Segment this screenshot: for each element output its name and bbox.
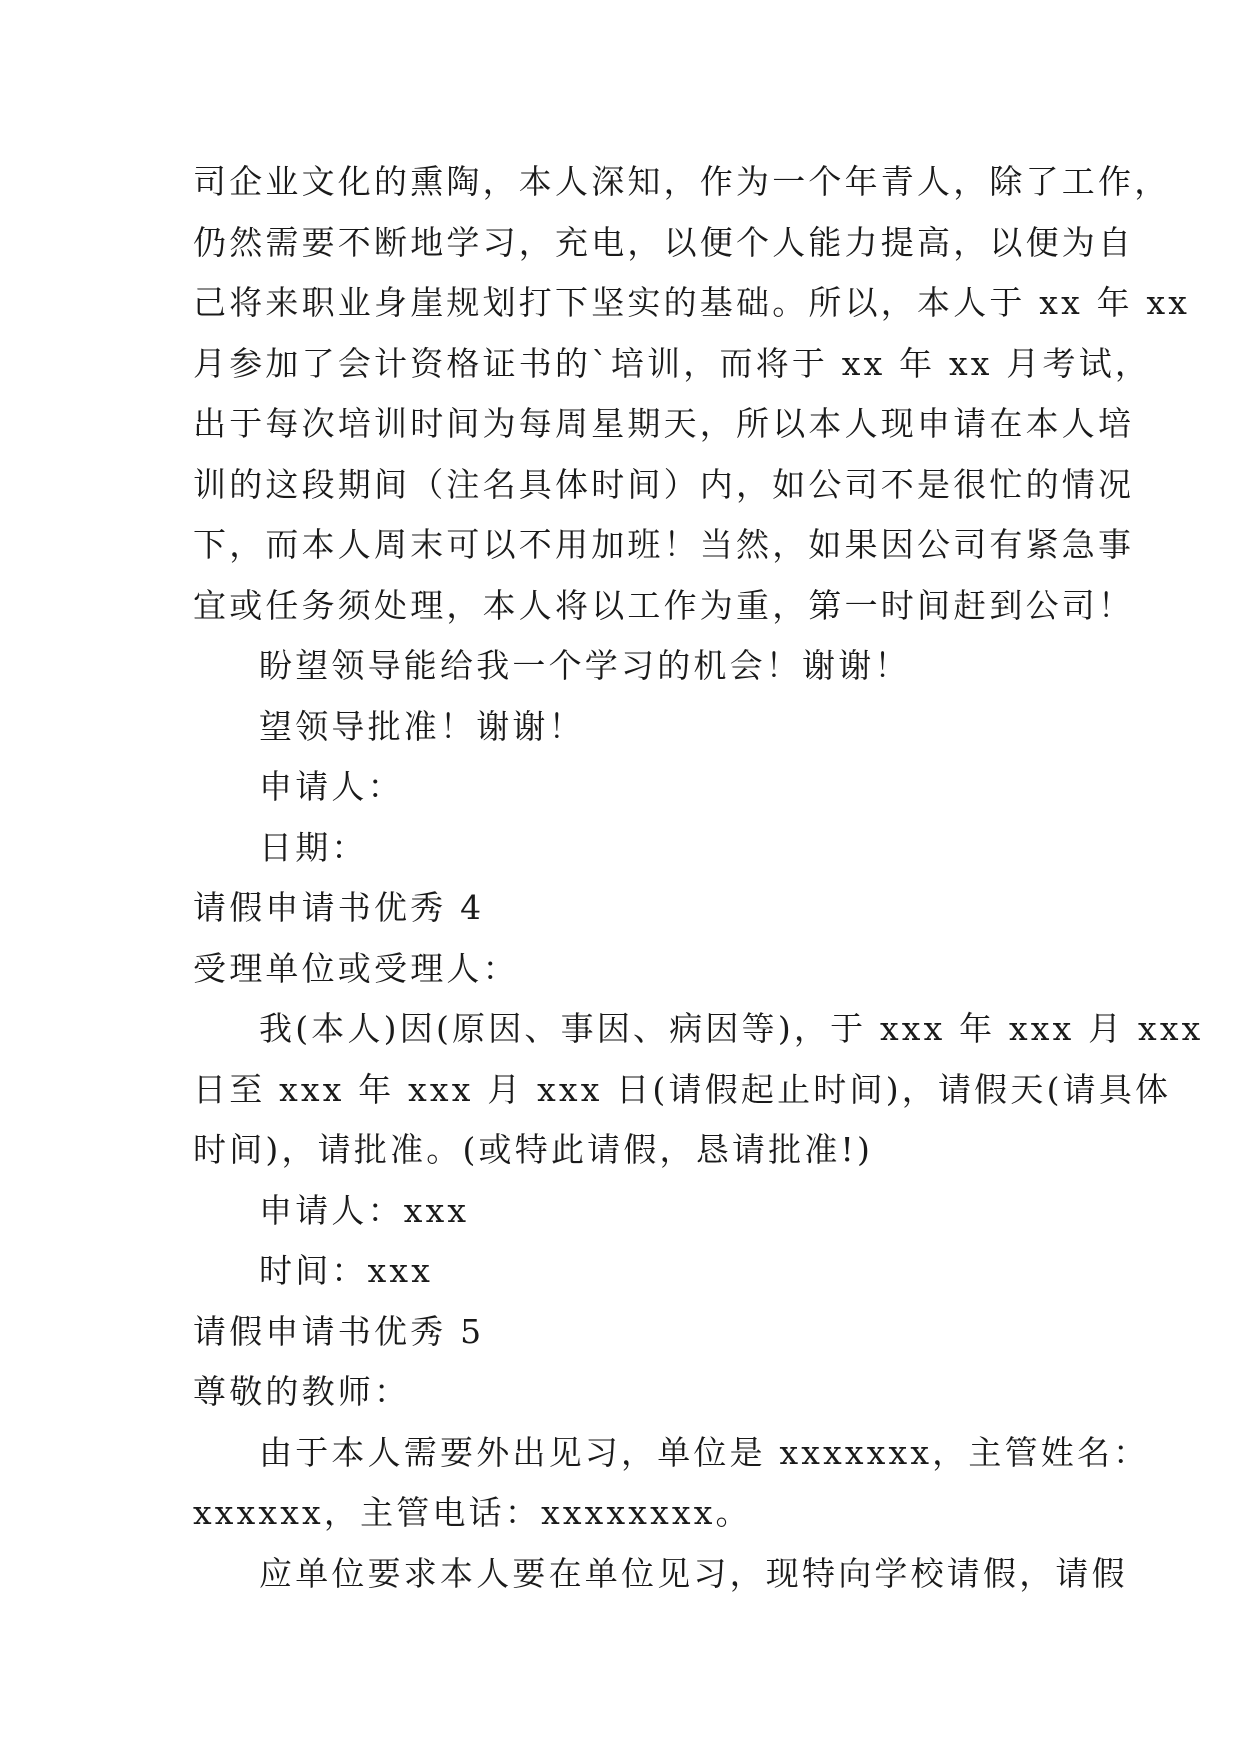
body-text-line: 我(本人)因(原因、事因、病因等)，于 xxx 年 xxx 月 xxx [259,1009,1204,1048]
body-text-line: 训的这段期间（注名具体时间）内，如公司不是很忙的情况 [193,464,1135,504]
body-text-line: 应单位要求本人要在单位见习，现特向学校请假，请假 [259,1553,1128,1593]
body-text-line: 宜或任务须处理，本人将以工作为重，第一时间赶到公司！ [193,585,1135,625]
body-text-line: 出于每次培训时间为每周星期天，所以本人现申请在本人培 [193,404,1135,443]
body-text-line: 日至 xxx 年 xxx 月 xxx 日(请假起止时间)，请假天(请具体 [193,1069,1172,1109]
closing-line: 盼望领导能给我一个学习的机会！谢谢！ [259,646,911,685]
signature-applicant: 申请人： [259,767,404,806]
body-text-line: xxxxxx，主管电话：xxxxxxxx。 [193,1493,752,1532]
body-text-line: 己将来职业身崖规划打下坚实的基础。所以，本人于 xx 年 xx [193,283,1191,322]
body-text-line: 由于本人需要外出见习，单位是 xxxxxxx，主管姓名： [259,1432,1150,1472]
body-text-line: 时间)，请批准。(或特此请假，恳请批准!) [193,1130,874,1169]
body-text-line: 月参加了会计资格证书的`培训，而将于 xx 年 xx 月考试， [193,343,1152,383]
section-heading: 请假申请书优秀 4 [193,888,485,927]
salutation: 受理单位或受理人： [193,948,519,988]
body-text-line: 司企业文化的熏陶，本人深知，作为一个年青人，除了工作， [193,162,1171,201]
body-text-line: 仍然需要不断地学习，充电，以便个人能力提高，以便为自 [193,222,1135,262]
signature-date: 日期： [259,827,368,867]
signature-applicant: 申请人：xxx [259,1190,470,1230]
closing-line: 望领导批准！谢谢！ [259,706,585,746]
salutation: 尊敬的教师： [193,1372,411,1411]
signature-date: 时间：xxx [259,1251,434,1290]
body-text-line: 下，而本人周末可以不用加班！当然，如果因公司有紧急事 [193,525,1135,564]
section-heading: 请假申请书优秀 5 [193,1311,485,1351]
